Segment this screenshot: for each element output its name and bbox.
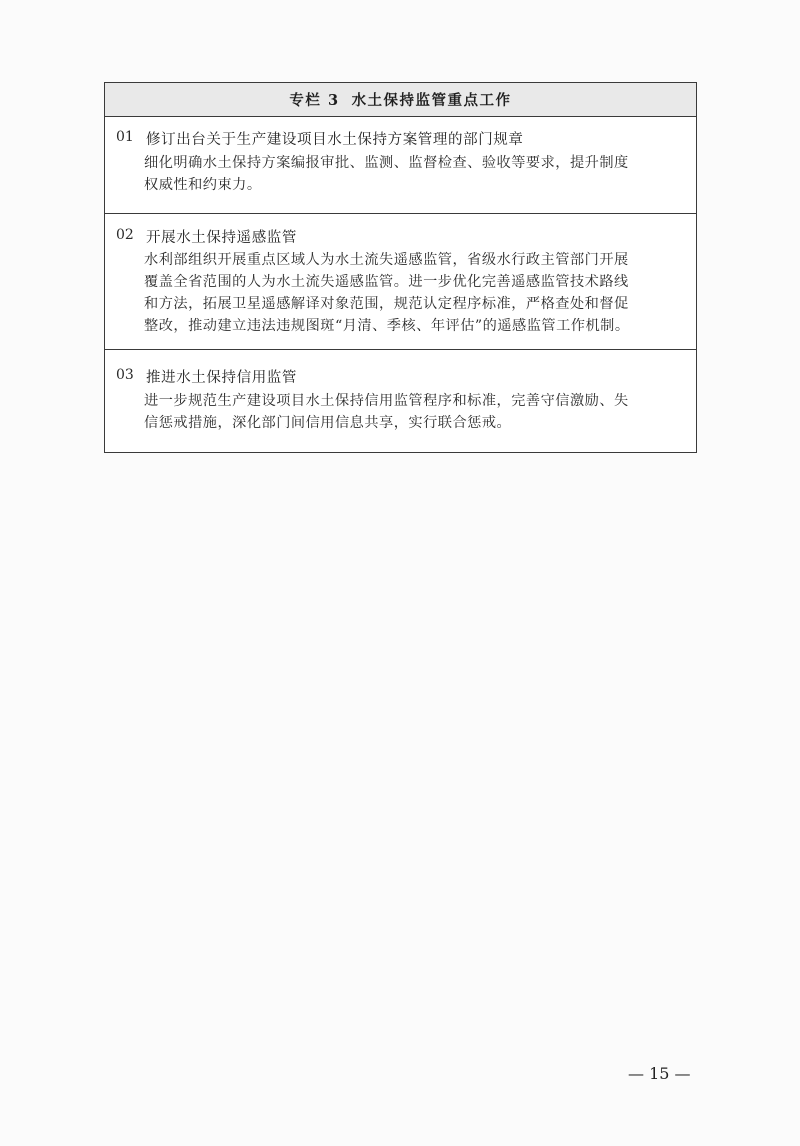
- section-number: 02: [116, 227, 134, 243]
- body-line: 和方法，拓展卫星遥感解译对象范围，规范认定程序标准，严格查处和督促: [144, 296, 629, 312]
- section-title: 修订出台关于生产建设项目水土保持方案管理的部门规章: [146, 132, 524, 148]
- section-02: [105, 214, 696, 350]
- section-01: [105, 117, 696, 214]
- box-header-prefix: 专栏 3: [289, 92, 340, 109]
- body-line: 整改，推动建立违法违规图斑“月清、季核、年评估”的遥感监管工作机制。: [144, 318, 630, 334]
- section-body: [144, 390, 690, 434]
- body-line: 信惩戒措施，深化部门间信用信息共享，实行联合惩戒。: [144, 415, 512, 431]
- section-title: 推进水土保持信用监管: [146, 370, 297, 386]
- body-line: 权威性和约束力。: [144, 177, 262, 193]
- feature-box: [104, 82, 697, 453]
- section-body: [144, 249, 690, 337]
- body-line: 进一步规范生产建设项目水土保持信用监管程序和标准，完善守信激励、失: [144, 393, 629, 409]
- body-line: 覆盖全省范围的人为水土流失遥感监管。进一步优化完善遥感监管技术路线: [144, 274, 629, 290]
- body-line: 细化明确水土保持方案编报审批、监测、监督检查、验收等要求，提升制度: [144, 155, 629, 171]
- section-number: 03: [116, 367, 134, 383]
- box-header-title: 水土保持监管重点工作: [351, 92, 512, 109]
- section-03: [105, 350, 696, 452]
- section-title: 开展水土保持遥感监管: [146, 230, 297, 246]
- section-number: 01: [116, 129, 134, 145]
- box-header: [105, 83, 696, 117]
- body-line: 水利部组织开展重点区域人为水土流失遥感监管，省级水行政主管部门开展: [144, 252, 629, 268]
- section-body: [144, 152, 690, 196]
- page-number: — 15 —: [628, 1064, 691, 1083]
